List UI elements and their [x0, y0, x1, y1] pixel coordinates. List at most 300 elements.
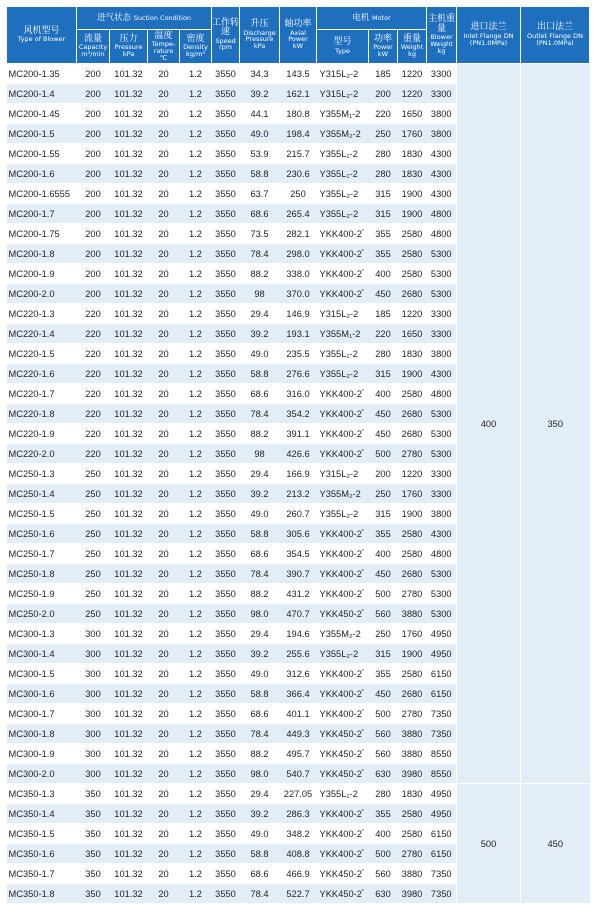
col-discharge-pressure: 升压 Discharge Pressure kPa	[240, 7, 280, 64]
cell-flow: 300	[77, 684, 110, 704]
cell-temperature: 20	[148, 144, 180, 164]
cell-discharge: 29.4	[240, 304, 280, 324]
cell-speed: 3550	[212, 604, 240, 624]
cell-motor-weight: 2580	[398, 664, 427, 684]
cell-pressure: 101.32	[110, 864, 148, 884]
cell-motor-power: 250	[369, 124, 398, 144]
cell-axial-power: 194.6	[280, 624, 317, 644]
cell-motor-power: 355	[369, 524, 398, 544]
cell-flow: 220	[77, 384, 110, 404]
cell-temperature: 20	[148, 564, 180, 584]
cell-temperature: 20	[148, 304, 180, 324]
cell-speed: 3550	[212, 344, 240, 364]
cell-blower-weight: 4950	[427, 804, 457, 824]
cell-axial-power: 348.2	[280, 824, 317, 844]
cell-motor-power: 400	[369, 824, 398, 844]
cell-blower-weight: 4800	[427, 224, 457, 244]
cell-flow: 250	[77, 524, 110, 544]
cell-discharge: 58.8	[240, 164, 280, 184]
cell-pressure: 101.32	[110, 264, 148, 284]
cell-motor-power: 500	[369, 704, 398, 724]
cell-motor-weight: 1830	[398, 344, 427, 364]
group-suction-condition: 进气状态 Suction Condition	[77, 7, 212, 30]
cell-axial-power: 230.6	[280, 164, 317, 184]
cell-motor-weight: 2780	[398, 844, 427, 864]
cell-density: 1.2	[180, 644, 212, 664]
cell-motor-weight: 2580	[398, 544, 427, 564]
cell-discharge: 49.0	[240, 504, 280, 524]
cell-density: 1.2	[180, 884, 212, 904]
footnote-mark: *	[361, 608, 364, 615]
cell-temperature: 20	[148, 464, 180, 484]
cell-model: MC200-1.55	[7, 144, 77, 164]
cell-temperature: 20	[148, 784, 180, 804]
cell-temperature: 20	[148, 284, 180, 304]
table-header	[7, 7, 590, 64]
cell-axial-power: 522.7	[280, 884, 317, 904]
cell-motor-power: 185	[369, 304, 398, 324]
cell-pressure: 101.32	[110, 764, 148, 784]
cell-model: MC250-1.7	[7, 544, 77, 564]
cell-temperature: 20	[148, 484, 180, 504]
cell-motor-type: YKK450-2*	[317, 604, 369, 624]
cell-pressure: 101.32	[110, 284, 148, 304]
cell-density: 1.2	[180, 604, 212, 624]
cell-flow: 350	[77, 884, 110, 904]
cell-motor-weight: 1650	[398, 104, 427, 124]
cell-pressure: 101.32	[110, 224, 148, 244]
cell-motor-weight: 2580	[398, 244, 427, 264]
cell-discharge: 39.2	[240, 644, 280, 664]
cell-temperature: 20	[148, 644, 180, 664]
cell-model: MC300-1.9	[7, 744, 77, 764]
group-motor: 电机 Motor	[317, 7, 427, 30]
cell-discharge: 29.4	[240, 464, 280, 484]
cell-motor-power: 630	[369, 764, 398, 784]
cell-flow: 250	[77, 564, 110, 584]
cell-flow: 200	[77, 264, 110, 284]
cell-pressure: 101.32	[110, 724, 148, 744]
footnote-mark: *	[361, 848, 364, 855]
footnote-mark: *	[361, 568, 364, 575]
cell-motor-type: YKK400-2*	[317, 684, 369, 704]
cell-temperature: 20	[148, 604, 180, 624]
cell-motor-power: 355	[369, 804, 398, 824]
cell-blower-weight: 8550	[427, 744, 457, 764]
cell-motor-type: Y355L₂-2	[317, 364, 369, 384]
cell-temperature: 20	[148, 104, 180, 124]
cell-motor-power: 560	[369, 604, 398, 624]
cell-speed: 3550	[212, 484, 240, 504]
cell-pressure: 101.32	[110, 644, 148, 664]
cell-motor-type: YKK400-2*	[317, 804, 369, 824]
cell-motor-type: Y315L₂-2	[317, 64, 369, 84]
cell-blower-weight: 4300	[427, 184, 457, 204]
cell-blower-weight: 7350	[427, 724, 457, 744]
cell-blower-weight: 3300	[427, 484, 457, 504]
cell-model: MC300-1.4	[7, 644, 77, 664]
cell-flow: 250	[77, 544, 110, 564]
cell-motor-type: YKK400-2*	[317, 704, 369, 724]
cell-motor-power: 315	[369, 204, 398, 224]
footnote-mark: *	[361, 768, 364, 775]
cell-speed: 3550	[212, 64, 240, 84]
cell-blower-weight: 6150	[427, 824, 457, 844]
cell-motor-weight: 3980	[398, 764, 427, 784]
cell-temperature: 20	[148, 64, 180, 84]
cell-axial-power: 370.0	[280, 284, 317, 304]
cell-speed: 3550	[212, 704, 240, 724]
footnote-mark: *	[361, 868, 364, 875]
cell-axial-power: 390.7	[280, 564, 317, 584]
cell-density: 1.2	[180, 864, 212, 884]
cell-pressure: 101.32	[110, 564, 148, 584]
cell-blower-weight: 7350	[427, 864, 457, 884]
footnote-mark: *	[361, 828, 364, 835]
cell-motor-weight: 1900	[398, 364, 427, 384]
cell-discharge: 58.8	[240, 364, 280, 384]
cell-motor-weight: 1760	[398, 484, 427, 504]
cell-model: MC250-2.0	[7, 604, 77, 624]
cell-motor-power: 200	[369, 464, 398, 484]
cell-model: MC200-1.4	[7, 84, 77, 104]
cell-motor-power: 280	[369, 144, 398, 164]
cell-flow: 250	[77, 604, 110, 624]
cell-motor-type: Y355L₂-2	[317, 204, 369, 224]
cell-blower-weight: 6150	[427, 684, 457, 704]
cell-blower-weight: 4800	[427, 204, 457, 224]
cell-model: MC350-1.3	[7, 784, 77, 804]
cell-density: 1.2	[180, 444, 212, 464]
cell-axial-power: 166.9	[280, 464, 317, 484]
col-capacity: 流量 Capacity m³/min	[77, 30, 110, 64]
cell-blower-weight: 3300	[427, 324, 457, 344]
footnote-mark: *	[361, 448, 364, 455]
cell-speed: 3550	[212, 104, 240, 124]
footnote-mark: *	[361, 428, 364, 435]
cell-temperature: 20	[148, 364, 180, 384]
cell-density: 1.2	[180, 704, 212, 724]
cell-blower-weight: 4300	[427, 524, 457, 544]
col-speed: 工作转速 Speed rpm	[212, 7, 240, 64]
cell-flow: 200	[77, 244, 110, 264]
col-outlet-flange: 出口法兰 Outlet Flange DN (PN1.0MPa)	[521, 7, 590, 64]
cell-motor-type: YKK400-2*	[317, 664, 369, 684]
cell-flow: 350	[77, 804, 110, 824]
cell-speed: 3550	[212, 124, 240, 144]
cell-density: 1.2	[180, 844, 212, 864]
cell-flow: 300	[77, 624, 110, 644]
cell-model: MC220-2.0	[7, 444, 77, 464]
cell-density: 1.2	[180, 804, 212, 824]
cell-blower-weight: 5300	[427, 424, 457, 444]
cell-flow: 200	[77, 284, 110, 304]
cell-temperature: 20	[148, 504, 180, 524]
cell-density: 1.2	[180, 664, 212, 684]
cell-motor-type: YKK450-2*	[317, 884, 369, 904]
cell-model: MC200-1.45	[7, 104, 77, 124]
cell-model: MC220-1.4	[7, 324, 77, 344]
cell-pressure: 101.32	[110, 784, 148, 804]
cell-blower-weight: 4950	[427, 644, 457, 664]
cell-motor-type: Y355M₁-2	[317, 324, 369, 344]
cell-density: 1.2	[180, 764, 212, 784]
cell-temperature: 20	[148, 824, 180, 844]
cell-density: 1.2	[180, 544, 212, 564]
cell-motor-weight: 3880	[398, 744, 427, 764]
cell-motor-power: 450	[369, 424, 398, 444]
cell-discharge: 68.6	[240, 204, 280, 224]
cell-axial-power: 316.0	[280, 384, 317, 404]
cell-pressure: 101.32	[110, 104, 148, 124]
cell-motor-power: 450	[369, 404, 398, 424]
cell-discharge: 88.2	[240, 744, 280, 764]
cell-discharge: 78.4	[240, 884, 280, 904]
cell-model: MC200-1.7	[7, 204, 77, 224]
cell-flow: 350	[77, 824, 110, 844]
cell-pressure: 101.32	[110, 64, 148, 84]
cell-axial-power: 276.6	[280, 364, 317, 384]
cell-discharge: 78.4	[240, 244, 280, 264]
cell-flow: 200	[77, 84, 110, 104]
cell-motor-type: YKK400-2*	[317, 524, 369, 544]
cell-motor-type: YKK400-2*	[317, 384, 369, 404]
cell-temperature: 20	[148, 264, 180, 284]
cell-speed: 3550	[212, 404, 240, 424]
cell-blower-weight: 4300	[427, 364, 457, 384]
cell-axial-power: 162.1	[280, 84, 317, 104]
cell-speed: 3550	[212, 304, 240, 324]
cell-axial-power: 354.2	[280, 404, 317, 424]
cell-motor-weight: 2780	[398, 584, 427, 604]
cell-motor-power: 315	[369, 364, 398, 384]
cell-motor-type: Y355M₁-2	[317, 104, 369, 124]
cell-discharge: 39.2	[240, 324, 280, 344]
cell-model: MC220-1.6	[7, 364, 77, 384]
cell-density: 1.2	[180, 424, 212, 444]
footnote-mark: *	[361, 288, 364, 295]
cell-discharge: 29.4	[240, 624, 280, 644]
cell-model: MC200-1.9	[7, 264, 77, 284]
cell-temperature: 20	[148, 384, 180, 404]
cell-speed: 3550	[212, 424, 240, 444]
cell-temperature: 20	[148, 224, 180, 244]
cell-motor-weight: 2580	[398, 524, 427, 544]
cell-density: 1.2	[180, 244, 212, 264]
cell-motor-weight: 2680	[398, 564, 427, 584]
cell-flow: 200	[77, 64, 110, 84]
cell-blower-weight: 5300	[427, 604, 457, 624]
cell-motor-weight: 2780	[398, 444, 427, 464]
cell-model: MC250-1.6	[7, 524, 77, 544]
cell-model: MC250-1.4	[7, 484, 77, 504]
cell-blower-weight: 4300	[427, 164, 457, 184]
cell-speed: 3550	[212, 84, 240, 104]
cell-motor-type: YKK400-2*	[317, 424, 369, 444]
footnote-mark: *	[361, 728, 364, 735]
cell-axial-power: 305.6	[280, 524, 317, 544]
cell-blower-weight: 5300	[427, 444, 457, 464]
cell-speed: 3550	[212, 824, 240, 844]
cell-speed: 3550	[212, 844, 240, 864]
cell-temperature: 20	[148, 324, 180, 344]
cell-flow: 300	[77, 744, 110, 764]
cell-model: MC200-1.75	[7, 224, 77, 244]
cell-pressure: 101.32	[110, 504, 148, 524]
cell-blower-weight: 3800	[427, 124, 457, 144]
cell-axial-power: 215.7	[280, 144, 317, 164]
cell-motor-type: Y355M₂-2	[317, 624, 369, 644]
footnote-mark: *	[361, 528, 364, 535]
cell-temperature: 20	[148, 724, 180, 744]
cell-pressure: 101.32	[110, 344, 148, 364]
cell-blower-weight: 4300	[427, 144, 457, 164]
cell-flow: 300	[77, 724, 110, 744]
cell-pressure: 101.32	[110, 304, 148, 324]
cell-blower-weight: 3800	[427, 104, 457, 124]
cell-motor-power: 355	[369, 664, 398, 684]
cell-discharge: 58.8	[240, 524, 280, 544]
cell-density: 1.2	[180, 144, 212, 164]
cell-motor-type: YKK400-2*	[317, 404, 369, 424]
cell-density: 1.2	[180, 624, 212, 644]
cell-discharge: 98	[240, 284, 280, 304]
cell-discharge: 39.2	[240, 484, 280, 504]
cell-density: 1.2	[180, 184, 212, 204]
cell-flow: 220	[77, 364, 110, 384]
cell-discharge: 39.2	[240, 804, 280, 824]
cell-pressure: 101.32	[110, 584, 148, 604]
cell-motor-power: 500	[369, 444, 398, 464]
col-axial-power: 轴功率 Axial Power kW	[280, 7, 317, 64]
cell-discharge: 78.4	[240, 404, 280, 424]
cell-discharge: 34.3	[240, 64, 280, 84]
cell-speed: 3550	[212, 524, 240, 544]
cell-motor-weight: 3880	[398, 724, 427, 744]
cell-flow: 200	[77, 144, 110, 164]
cell-discharge: 49.0	[240, 664, 280, 684]
footnote-mark: *	[361, 268, 364, 275]
cell-temperature: 20	[148, 624, 180, 644]
cell-flow: 200	[77, 224, 110, 244]
cell-discharge: 68.6	[240, 544, 280, 564]
cell-motor-power: 450	[369, 684, 398, 704]
cell-temperature: 20	[148, 344, 180, 364]
cell-motor-type: Y355L₁-2	[317, 144, 369, 164]
cell-pressure: 101.32	[110, 804, 148, 824]
cell-pressure: 101.32	[110, 364, 148, 384]
cell-temperature: 20	[148, 684, 180, 704]
cell-discharge: 29.4	[240, 784, 280, 804]
footnote-mark: *	[361, 408, 364, 415]
cell-pressure: 101.32	[110, 444, 148, 464]
cell-model: MC300-1.7	[7, 704, 77, 724]
cell-axial-power: 282.1	[280, 224, 317, 244]
cell-motor-type: YKK400-2*	[317, 824, 369, 844]
cell-blower-weight: 6150	[427, 664, 457, 684]
cell-pressure: 101.32	[110, 484, 148, 504]
cell-motor-type: Y355L₂-2	[317, 184, 369, 204]
cell-temperature: 20	[148, 544, 180, 564]
cell-motor-weight: 2580	[398, 824, 427, 844]
cell-flow: 220	[77, 344, 110, 364]
col-motor-weight: 重量 Weight kg	[398, 30, 427, 64]
cell-temperature: 20	[148, 844, 180, 864]
cell-density: 1.2	[180, 584, 212, 604]
cell-blower-weight: 4950	[427, 624, 457, 644]
cell-pressure: 101.32	[110, 324, 148, 344]
cell-motor-power: 450	[369, 564, 398, 584]
cell-axial-power: 354.5	[280, 544, 317, 564]
cell-flow: 350	[77, 784, 110, 804]
cell-motor-power: 355	[369, 244, 398, 264]
cell-pressure: 101.32	[110, 84, 148, 104]
cell-motor-type: Y355L₁-2	[317, 164, 369, 184]
cell-axial-power: 286.3	[280, 804, 317, 824]
cell-motor-weight: 1220	[398, 464, 427, 484]
cell-model: MC220-1.7	[7, 384, 77, 404]
cell-pressure: 101.32	[110, 684, 148, 704]
cell-flow: 300	[77, 764, 110, 784]
cell-motor-weight: 1900	[398, 644, 427, 664]
col-blower-type: 风机型号 Type of Blower	[7, 7, 77, 64]
cell-motor-weight: 1220	[398, 84, 427, 104]
cell-blower-weight: 7350	[427, 884, 457, 904]
cell-motor-power: 280	[369, 344, 398, 364]
cell-temperature: 20	[148, 84, 180, 104]
col-motor-power: 功率 Power kW	[369, 30, 398, 64]
footnote-mark: *	[361, 668, 364, 675]
cell-motor-type: Y315L₂-2	[317, 464, 369, 484]
cell-discharge: 58.8	[240, 844, 280, 864]
cell-model: MC220-1.9	[7, 424, 77, 444]
cell-discharge: 58.8	[240, 684, 280, 704]
cell-pressure: 101.32	[110, 184, 148, 204]
footnote-mark: *	[361, 888, 364, 895]
cell-motor-weight: 1900	[398, 184, 427, 204]
cell-pressure: 101.32	[110, 744, 148, 764]
cell-axial-power: 146.9	[280, 304, 317, 324]
cell-flow: 200	[77, 184, 110, 204]
cell-density: 1.2	[180, 264, 212, 284]
cell-density: 1.2	[180, 784, 212, 804]
cell-density: 1.2	[180, 524, 212, 544]
cell-temperature: 20	[148, 444, 180, 464]
col-inlet-flange: 进口法兰 Inlet Flange DN (PN1.0MPa)	[457, 7, 521, 64]
cell-motor-power: 560	[369, 724, 398, 744]
cell-density: 1.2	[180, 164, 212, 184]
cell-model: MC200-1.8	[7, 244, 77, 264]
cell-pressure: 101.32	[110, 624, 148, 644]
cell-motor-weight: 3880	[398, 864, 427, 884]
cell-axial-power: 193.1	[280, 324, 317, 344]
cell-motor-weight: 3880	[398, 604, 427, 624]
cell-density: 1.2	[180, 344, 212, 364]
cell-motor-type: Y355L₁-2	[317, 784, 369, 804]
cell-model: MC200-1.35	[7, 64, 77, 84]
cell-discharge: 88.2	[240, 424, 280, 444]
cell-speed: 3550	[212, 724, 240, 744]
cell-motor-power: 315	[369, 504, 398, 524]
cell-axial-power: 143.5	[280, 64, 317, 84]
cell-motor-weight: 2680	[398, 424, 427, 444]
cell-blower-weight: 3300	[427, 64, 457, 84]
cell-axial-power: 198.4	[280, 124, 317, 144]
cell-motor-weight: 1830	[398, 784, 427, 804]
cell-model: MC220-1.5	[7, 344, 77, 364]
cell-density: 1.2	[180, 104, 212, 124]
cell-pressure: 101.32	[110, 884, 148, 904]
